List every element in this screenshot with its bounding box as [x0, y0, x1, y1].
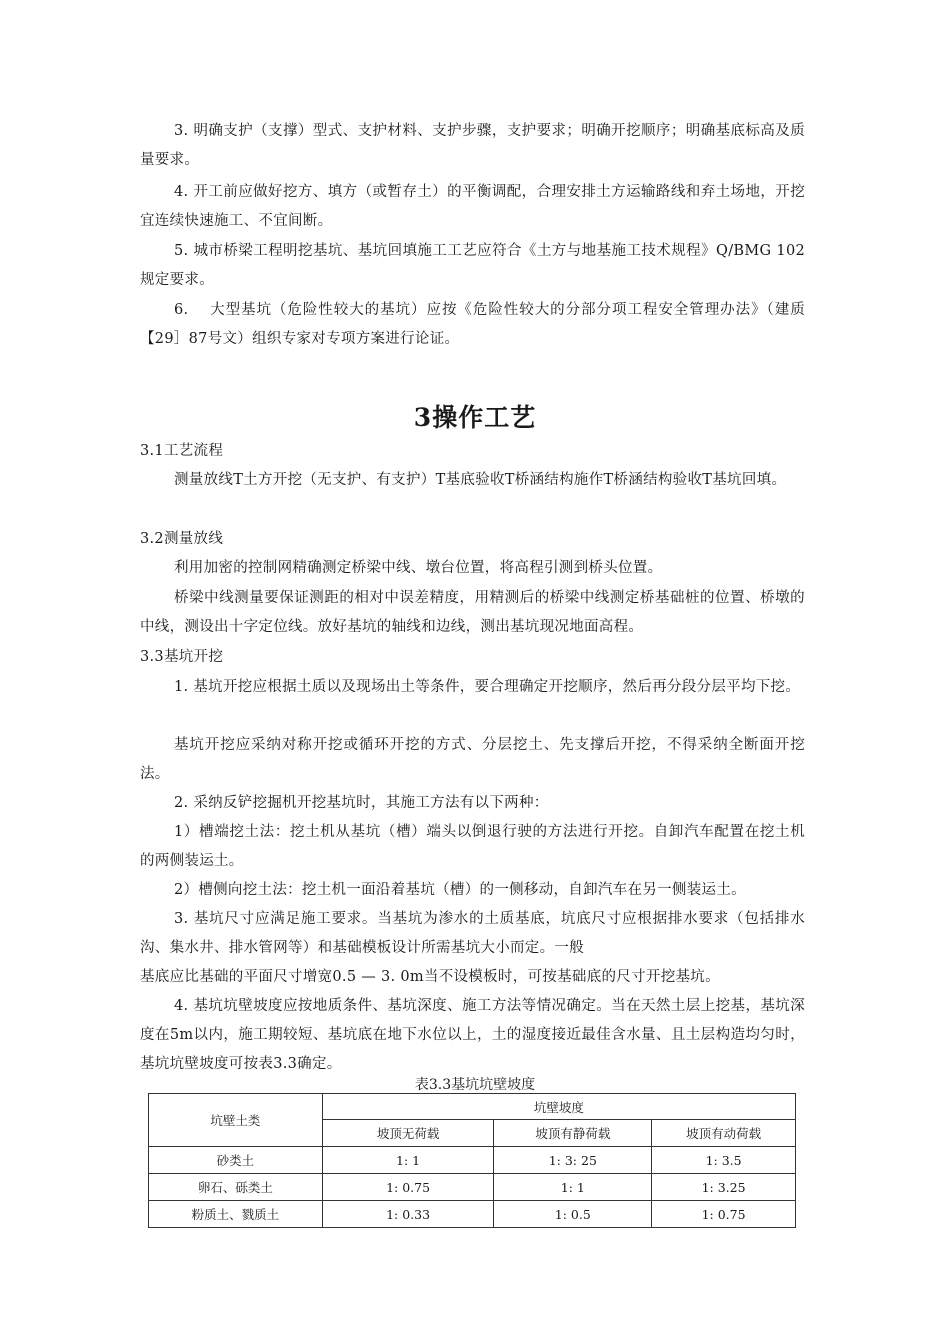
cell-soil: 粉质土、戮质土	[149, 1201, 323, 1228]
cell-dynamic-load: 1: 3.5	[652, 1147, 796, 1174]
cell-no-load: 1: 1	[322, 1147, 494, 1174]
cell-soil: 卵石、砾类土	[149, 1174, 323, 1201]
paragraph-expert-review: 6. 大型基坑（危险性较大的基坑）应按《危险性较大的分部分项工程安全管理办法》（建质【29］87号文）组织专家对专项方案进行论证。	[140, 302, 805, 347]
cell-static-load: 1: 1	[494, 1174, 652, 1201]
paragraph-support-requirements: 3. 明确支护（支撑）型式、支护材料、支护步骤，支护要求；明确开挖顺序；明确基底标高及质量要求。	[140, 123, 805, 168]
header-slope: 坑壁坡度	[322, 1094, 795, 1120]
paragraph-excavation-2: 基坑开挖应采纳对称开挖或循环开挖的方式、分层挖土、先支撑后开挖，不得采纳全断面开挖法。	[140, 737, 805, 782]
cell-static-load: 1: 3: 25	[494, 1147, 652, 1174]
paragraph-process-flow: 测量放线T土方开挖（无支护、有支护）T基底验收T桥涵结构施作T桥涵结构验收T基坑回填。	[174, 472, 787, 488]
paragraph-excavation-4: 1）槽端挖土法：挖土机从基坑（槽）端头以倒退行驶的方法进行开挖。自卸汽车配置在挖土机的两侧装运土。	[140, 824, 805, 869]
cell-dynamic-load: 1: 0.75	[652, 1201, 796, 1228]
subsection-title-survey: 3.2测量放线	[140, 531, 224, 547]
header-dynamic-load: 坡顶有动荷载	[652, 1120, 796, 1147]
cell-soil: 砂类土	[149, 1147, 323, 1174]
subsection-title-excavation: 3.3基坑开挖	[140, 649, 224, 665]
paragraph-excavation-6: 3. 基坑尺寸应满足施工要求。当基坑为渗水的土质基底，坑底尺寸应根据排水要求（包括排水沟、集水井、排水管网等）和基础模板设计所需基坑大小而定。一般	[140, 911, 805, 956]
paragraph-survey-2: 桥梁中线测量要保证测距的相对中误差精度，用精测后的桥梁中线测定桥基础桩的位置、桥墩的中线，测设出十字定位线。放好基坑的轴线和边线，测出基坑现况地面高程。	[140, 590, 805, 635]
cell-no-load: 1: 0.75	[322, 1174, 494, 1201]
paragraph-earthwork-balance: 4. 开工前应做好挖方、填方（或暂存土）的平衡调配，合理安排土方运输路线和弃土场地，开挖宜连续快速施工、不宜间断。	[140, 184, 805, 229]
table-row	[149, 1201, 796, 1228]
section-title: 3操作工艺	[413, 403, 537, 432]
paragraph-excavation-3: 2. 采纳反铲挖掘机开挖基坑时，其施工方法有以下两种：	[174, 795, 549, 811]
header-no-load: 坡顶无荷载	[322, 1120, 494, 1147]
table-caption: 表3.3基坑坑壁坡度	[414, 1077, 536, 1093]
table-row	[149, 1147, 796, 1174]
cell-no-load: 1: 0.33	[322, 1201, 494, 1228]
header-static-load: 坡顶有静荷载	[494, 1120, 652, 1147]
paragraph-excavation-5: 2）槽侧向挖土法：挖土机一面沿着基坑（槽）的一侧移动，自卸汽车在另一侧装运土。	[174, 882, 746, 898]
paragraph-backfill-standard: 5. 城市桥梁工程明挖基坑、基坑回填施工工艺应符合《土方与地基施工技术规程》Q/BMG 102规定要求。	[140, 243, 805, 288]
cell-static-load: 1: 0.5	[494, 1201, 652, 1228]
subsection-title-process-flow: 3.1工艺流程	[140, 443, 224, 459]
slope-table	[148, 1093, 796, 1228]
paragraph-excavation-8: 4. 基坑坑壁坡度应按地质条件、基坑深度、施工方法等情况确定。当在天然土层上挖基，基坑深度在5m以内，施工期较短、基坑底在地下水位以上，土的湿度接近最佳含水量、且土层构造均匀时，基坑坑壁坡度可按表3.3确定。	[140, 998, 805, 1072]
paragraph-excavation-1: 1. 基坑开挖应根据土质以及现场出土等条件，要合理确定开挖顺序，然后再分段分层平均下挖。	[174, 679, 801, 695]
table-row	[149, 1174, 796, 1201]
header-soil-type: 坑壁土类	[149, 1094, 323, 1147]
paragraph-excavation-7: 基底应比基础的平面尺寸增宽0.5 — 3. 0m当不设模板时，可按基础底的尺寸开挖基坑。	[140, 969, 720, 985]
cell-dynamic-load: 1: 3.25	[652, 1174, 796, 1201]
paragraph-survey-1: 利用加密的控制网精确测定桥梁中线、墩台位置，将高程引测到桥头位置。	[174, 560, 663, 576]
